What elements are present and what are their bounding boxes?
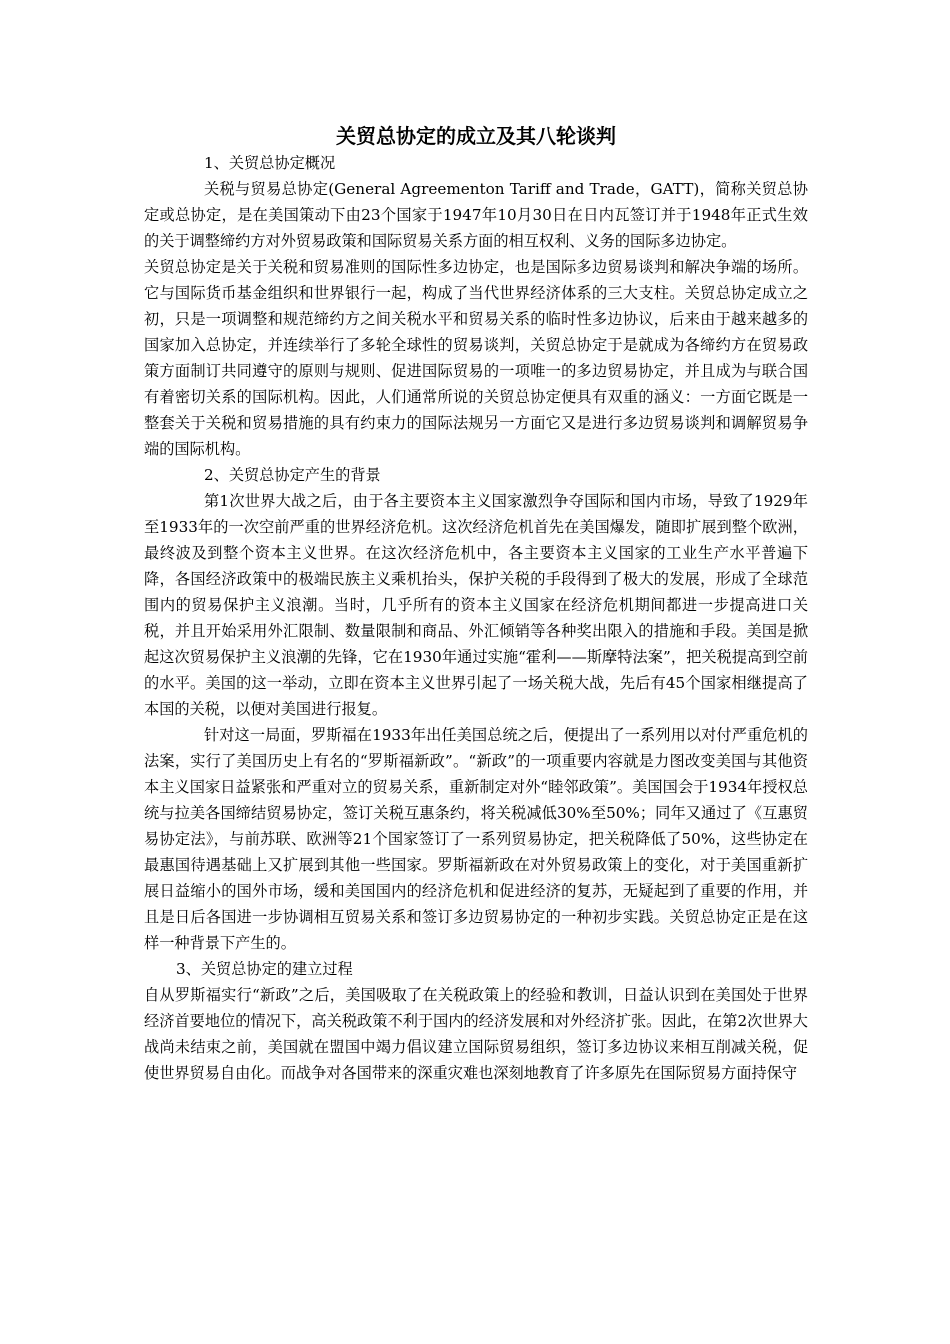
paragraph-gatt-definition: 关税与贸易总协定(General Agreementon Tariff and Trade，GATT)，简称关贸总协定或总协定，是在美国策动下由23个国家于1947年10月30日在日内瓦签订并于1948年正式生效的关于调整缔约方对外贸易政策和国际贸易关系方面的相互权利、义务的国际多边协定。: [144, 180, 808, 250]
paragraph-establishment-process: 自从罗斯福实行“新政”之后，美国吸取了在关税政策上的经验和教训，日益认识到在美国处于世界经济首要地位的情况下，高关税政策不利于国内的经济发展和对外经济扩张。因此，在第2次世界大战尚未结束之前，美国就在盟国中竭力倡议建立国际贸易组织，签订多边协议来相互削减关税，促使世界贸易自由化。而战争对各国带来的深重灾难也深刻地教育了许多原先在国际贸易方面持保守: [144, 986, 808, 1082]
section-heading-background: 2、关贸总协定产生的背景: [204, 466, 381, 484]
document-body: [144, 122, 808, 1082]
paragraph-gatt-nature: 关贸总协定是关于关税和贸易准则的国际性多边协定，也是国际多边贸易谈判和解决争端的场所。它与国际货币基金组织和世界银行一起，构成了当代世界经济体系的三大支柱。关贸总协定成立之初，只是一项调整和规范缔约方之间关税水平和贸易关系的临时性多边协议，后来由于越来越多的国家加入总协定，并连续举行了多轮全球性的贸易谈判，关贸总协定于是就成为各缔约方在贸易政策方面制订共同遵守的原则与规则、促进国际贸易的一项唯一的多边贸易协定，并且成为与联合国有着密切关系的国际机构。因此，人们通常所说的关贸总协定便具有双重的涵义：一方面它既是一整套关于关税和贸易措施的具有约束力的国际法规另一方面它又是进行多边贸易谈判和调解贸易争端的国际机构。: [144, 258, 808, 458]
paragraph-new-deal: 针对这一局面，罗斯福在1933年出任美国总统之后，便提出了一系列用以对付严重危机的法案，实行了美国历史上有名的“罗斯福新政”。“新政”的一项重要内容就是力图改变美国与其他资本主义国家日益紧张和严重对立的贸易关系，重新制定对外“睦邻政策”。美国国会于1934年授权总统与拉美各国缔结贸易协定，签订关税互惠条约，将关税减低30%至50%；同年又通过了《互惠贸易协定法》，与前苏联、欧洲等21个国家签订了一系列贸易协定，把关税降低了50%，这些协定在最惠国待遇基础上又扩展到其他一些国家。罗斯福新政在对外贸易政策上的变化，对于美国重新扩展日益缩小的国外市场，缓和美国国内的经济危机和促进经济的复苏，无疑起到了重要的作用，并且是日后各国进一步协调相互贸易关系和签订多边贸易协定的一种初步实践。关贸总协定正是在这样一种背景下产生的。: [144, 726, 808, 952]
paragraph-economic-crisis: 第1次世界大战之后，由于各主要资本主义国家激烈争夺国际和国内市场，导致了1929年至1933年的一次空前严重的世界经济危机。这次经济危机首先在美国爆发，随即扩展到整个欧洲，最终波及到整个资本主义世界。在这次经济危机中，各主要资本主义国家的工业生产水平普遍下降，各国经济政策中的极端民族主义乘机抬头，保护关税的手段得到了极大的发展，形成了全球范围内的贸易保护主义浪潮。当时，几乎所有的资本主义国家在经济危机期间都进一步提高进口关税，并且开始采用外汇限制、数量限制和商品、外汇倾销等各种奖出限入的措施和手段。美国是掀起这次贸易保护主义浪潮的先锋，它在1930年通过实施“霍利——斯摩特法案”，把关税提高到空前的水平。美国的这一举动，立即在资本主义世界引起了一场关税大战，先后有45个国家相继提高了本国的关税，以便对美国进行报复。: [144, 492, 808, 718]
section-heading-establishment: 3、关贸总协定的建立过程: [176, 960, 353, 978]
document-title: 关贸总协定的成立及其八轮谈判: [336, 124, 616, 148]
section-heading-overview: 1、关贸总协定概况: [204, 154, 336, 172]
